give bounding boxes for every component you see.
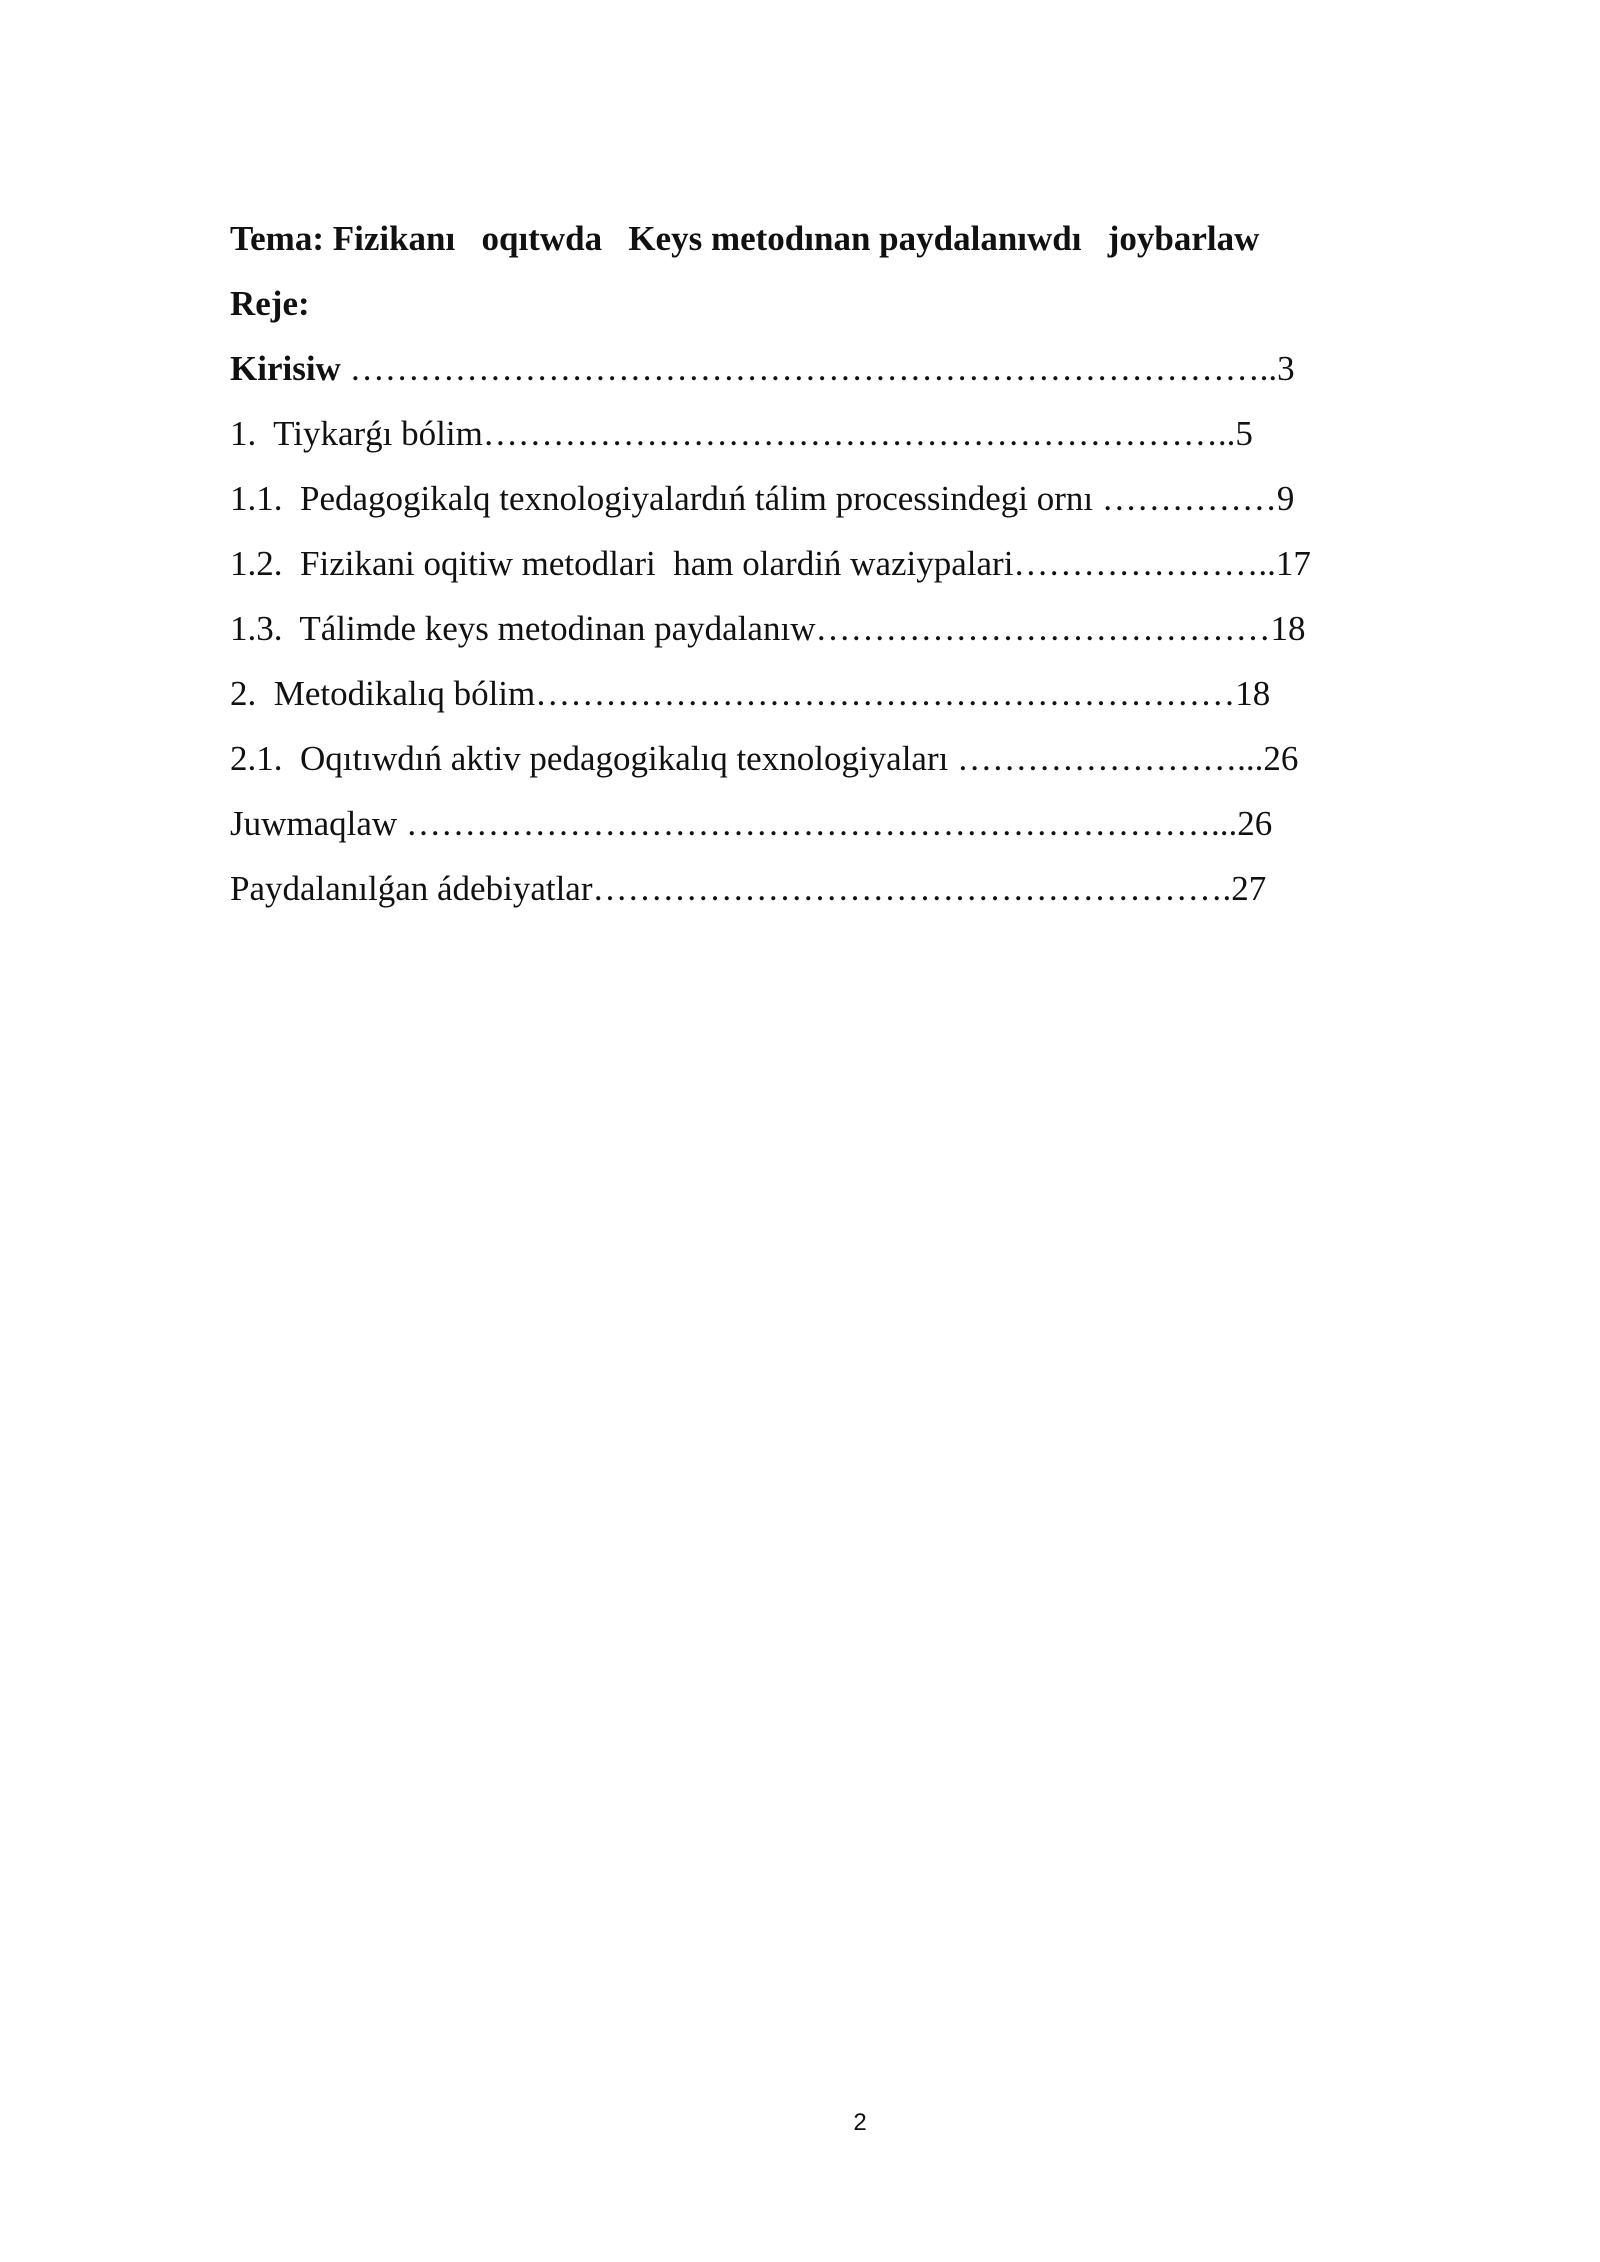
toc-item-leader: …………………………………………………………………….. (340, 349, 1278, 388)
toc-item-page: 26 (1263, 739, 1299, 778)
toc-item-1-2 (230, 540, 1400, 588)
toc-item-page: 9 (1276, 479, 1295, 518)
toc-item-leader: ……………………………………………………………... (397, 804, 1238, 843)
toc-item-kirisiw (230, 345, 1400, 393)
toc-item-page: 18 (1235, 674, 1271, 713)
toc-item-1-1 (230, 475, 1400, 523)
page-number: 2 (853, 2109, 867, 2136)
toc-item-label: 1. Tiykarǵı bólim (230, 414, 483, 453)
toc-item-page: 27 (1231, 869, 1267, 908)
toc-item-juwmaqlaw (230, 800, 1400, 848)
toc-item-leader: ……………………………………………………….. (482, 414, 1236, 453)
toc-item-label: 2.1. Oqıtıwdıń aktiv pedagogikalıq texnologiyaları (230, 739, 949, 778)
toc-item-label: Kirisiw (230, 349, 341, 388)
toc-item-label: 1.2. Fizikani oqitiw metodlari ham olardiń waziypalari (230, 544, 1014, 583)
toc-item-metodikaliq-bolim (230, 670, 1400, 718)
toc-item-label: 1.1. Pedagogikalq texnologiyalardıń tálim processindegi ornı (230, 479, 1094, 518)
toc-item-label: 1.3. Tálimde keys metodinan paydalanıw (230, 609, 816, 648)
toc-item-page: 17 (1275, 544, 1311, 583)
toc-item-label: 2. Metodikalıq bólim (230, 674, 536, 713)
toc-item-page: 3 (1277, 349, 1295, 388)
page-content (230, 215, 1400, 930)
toc-item-leader: …………… (1093, 479, 1277, 518)
toc-item-leader: …………………………………………………… (535, 674, 1236, 713)
toc-item-tiykargi-bolim (230, 410, 1400, 458)
toc-item-label: Juwmaqlaw (230, 804, 398, 843)
toc-item-page: 18 (1270, 609, 1306, 648)
toc-item-leader: ………………………………… (815, 609, 1271, 648)
toc-item-leader: ………………….. (1013, 544, 1276, 583)
toc-item-leader: ……………………... (948, 739, 1264, 778)
plan-heading: Reje: (230, 284, 310, 323)
document-title: Tema: Fizikanı oqıtwda Keys metodınan paydalanıwdı joybarlaw (230, 219, 1260, 258)
toc-item-adebiyatlar (230, 865, 1400, 913)
toc-item-page: 5 (1235, 414, 1253, 453)
toc-item-2-1 (230, 735, 1400, 783)
table-of-contents (230, 345, 1400, 913)
toc-item-1-3 (230, 605, 1400, 653)
toc-item-page: 26 (1237, 804, 1273, 843)
toc-item-leader: ………………………………………………. (592, 869, 1232, 908)
toc-item-label: Paydalanılǵan ádebiyatlar (230, 869, 593, 908)
